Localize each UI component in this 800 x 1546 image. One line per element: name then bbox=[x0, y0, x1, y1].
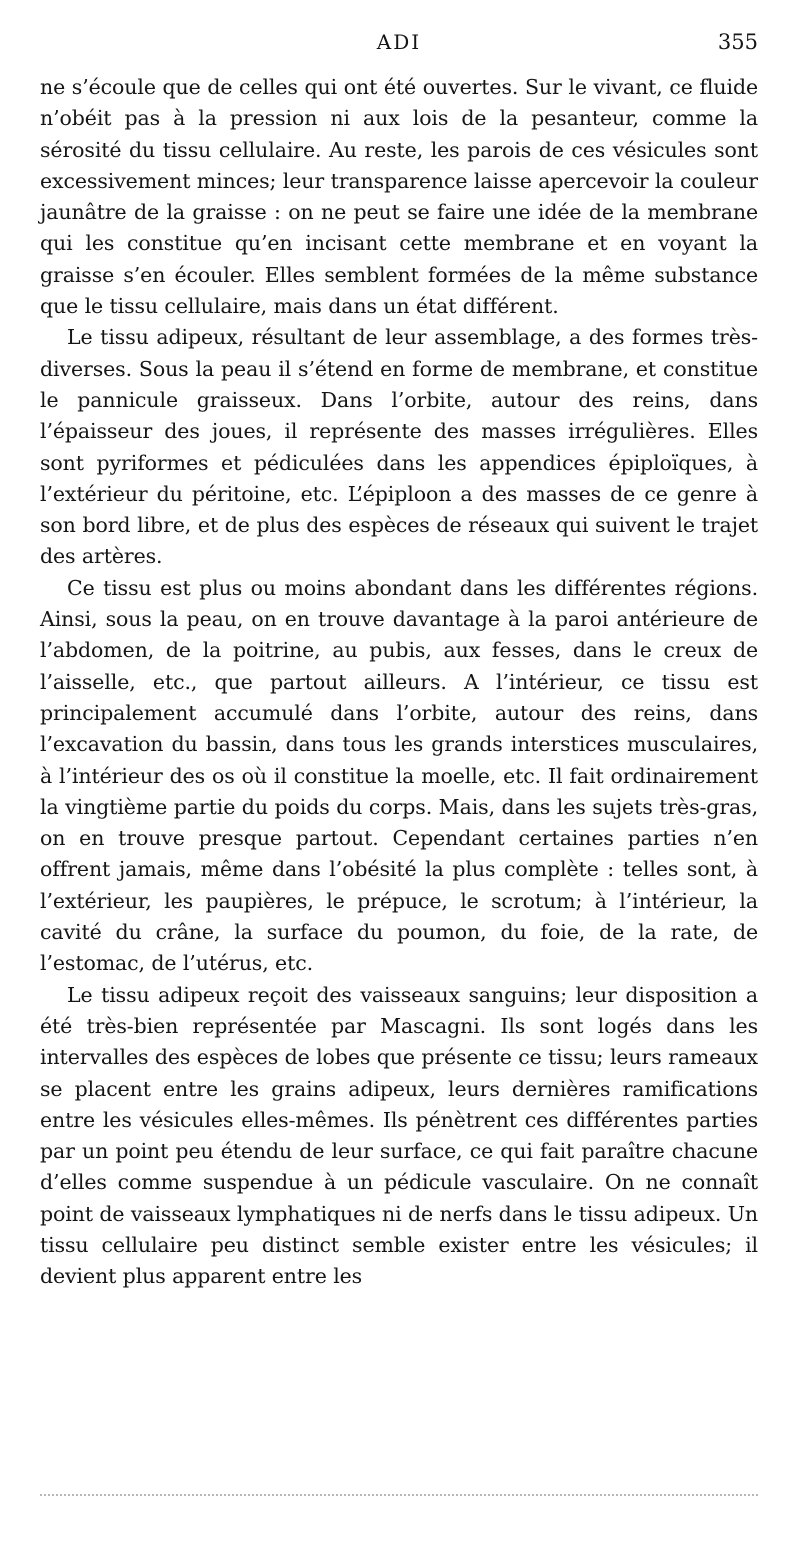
page-number: 355 bbox=[717, 30, 758, 54]
paragraph-continuation: ne s’écoule que de celles qui ont été ouvertes. Sur le vivant, ce fluide n’obéit pas à la pression ni aux lois de la pesanteur, comme la sérosité du tissu cellulaire. Au reste, les parois de ces vésicules sont excessivement minces; leur transparence laisse apercevoir la couleur jaunâtre de la graisse : on ne peut se faire une idée de la membrane qui les constitue qu’en incisant cette membrane et en voyant la graisse s’en écouler. Elles semblent formées de la même substance que le tissu cellulaire, mais dans un état différent. bbox=[40, 75, 758, 319]
paragraph-forms: Le tissu adipeux, résultant de leur assemblage, a des formes très-diverses. Sous la peau il s’étend en forme de membrane, et constitue le pannicule graisseux. Dans l’orbite, autour des reins, dans l’épaisseur des joues, il représente des masses irrégulières. Elles sont pyriformes et pédiculées dans les appendices épiploïques, à l’extérieur du péritoine, etc. L’épiploon a des masses de ce genre à son bord libre, et de plus des espèces de réseaux qui suivent le trajet des artères. bbox=[40, 325, 758, 569]
paragraph-abundance: Ce tissu est plus ou moins abondant dans les différentes régions. Ainsi, sous la peau, on en trouve davantage à la paroi antérieure de l’abdomen, de la poitrine, au pubis, aux fesses, dans le creux de l’aisselle, etc., que partout ailleurs. A l’intérieur, ce tissu est principalement accumulé dans l’orbite, autour des reins, dans l’excavation du bassin, dans tous les grands interstices musculaires, à l’intérieur des os où il constitue la moelle, etc. Il fait ordinairement la vingtième partie du poids du corps. Mais, dans les sujets très-gras, on en trouve presque partout. Cependant certaines parties n’en offrent jamais, même dans l’obésité la plus complète : telles sont, à l’extérieur, les paupières, le prépuce, le scrotum; à l’intérieur, la cavité du crâne, la surface du poumon, du foie, de la rate, de l’estomac, de l’utérus, etc. bbox=[40, 575, 758, 976]
paragraph-vessels: Le tissu adipeux reçoit des vaisseaux sanguins; leur disposition a été très-bien représentée par Mascagni. Ils sont logés dans les intervalles des espèces de lobes que présente ce tissu; leurs rameaux se placent entre les grains adipeux, leurs dernières ramifications entre les vésicules elles-mêmes. Ils pénètrent ces différentes parties par un point peu étendu de leur surface, ce qui fait paraître chacune d’elles comme suspendue à un pédicule vasculaire. On ne connaît point de vaisseaux lymphatiques ni de nerfs dans le tissu adipeux. Un tissu cellulaire peu distinct semble exister entre les vésicules; il devient plus apparent entre les bbox=[40, 982, 758, 1289]
body-text bbox=[40, 72, 758, 1293]
page-header bbox=[40, 30, 758, 62]
bottom-bleed-through-line bbox=[40, 1494, 758, 1508]
running-head: ADI bbox=[376, 30, 422, 54]
